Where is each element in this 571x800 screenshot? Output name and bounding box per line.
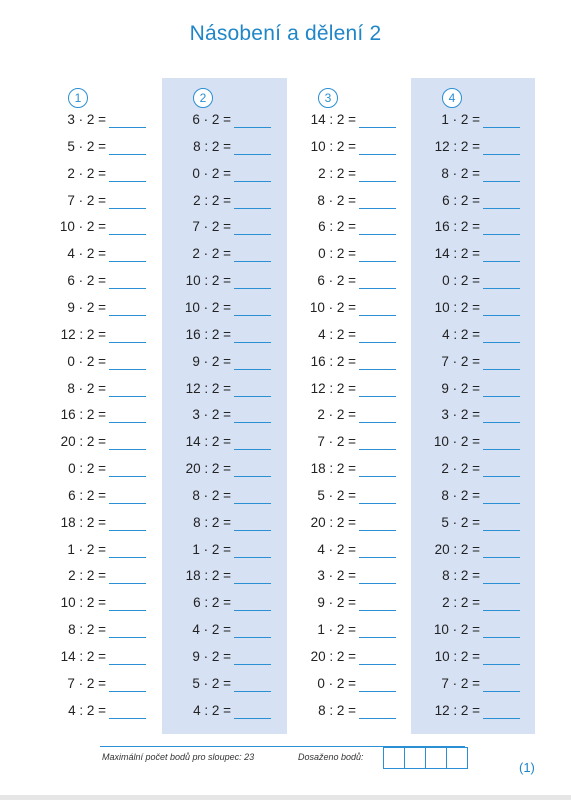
answer-blank[interactable] [483, 718, 520, 719]
answer-blank[interactable] [109, 369, 146, 370]
achieved-points-label: Dosaženo bodů: [298, 752, 364, 762]
exercise-expression: 1 · 2 = [317, 622, 356, 638]
page-number: (1) [519, 760, 535, 775]
max-points-label: Maximální počet bodů pro sloupec: 23 [102, 752, 255, 762]
exercise-expression: 5 · 2 = [317, 487, 356, 503]
answer-blank[interactable] [359, 557, 396, 558]
exercise-expression: 0 : 2 = [442, 273, 480, 289]
answer-blank[interactable] [109, 530, 146, 531]
answer-blank[interactable] [234, 610, 271, 611]
answer-blank[interactable] [109, 342, 146, 343]
answer-blank[interactable] [234, 718, 271, 719]
exercise-expression: 7 · 2 = [67, 675, 106, 691]
answer-blank[interactable] [109, 476, 146, 477]
exercise-expression: 5 · 2 = [192, 675, 231, 691]
answer-blank[interactable] [109, 315, 146, 316]
exercise-expression: 0 · 2 = [317, 675, 356, 691]
column-number-badge: 3 [318, 88, 338, 108]
score-box[interactable] [405, 747, 426, 769]
exercise-expression: 10 · 2 = [433, 434, 480, 450]
answer-blank[interactable] [109, 503, 146, 504]
page-bottom-edge [0, 795, 571, 800]
exercise-expression: 3 · 2 = [67, 112, 106, 127]
exercise-expression: 18 : 2 = [60, 514, 106, 530]
answer-blank[interactable] [109, 718, 146, 719]
answer-blank[interactable] [234, 315, 271, 316]
exercise-expression: 8 : 2 = [68, 622, 106, 638]
answer-blank[interactable] [109, 664, 146, 665]
exercise-expression: 4 · 2 = [317, 541, 356, 557]
exercise-expression: 4 : 2 = [442, 326, 480, 342]
answer-blank[interactable] [483, 154, 520, 155]
answer-blank[interactable] [359, 449, 396, 450]
answer-blank[interactable] [234, 154, 271, 155]
answer-blank[interactable] [359, 369, 396, 370]
answer-blank[interactable] [359, 718, 396, 719]
answer-blank[interactable] [109, 234, 146, 235]
exercise-expression: 8 : 2 = [193, 138, 231, 154]
answer-blank[interactable] [109, 127, 146, 128]
answer-blank[interactable] [109, 208, 146, 209]
answer-blank[interactable] [483, 234, 520, 235]
exercise-expression: 14 : 2 = [434, 246, 480, 262]
exercise-expression: 12 : 2 = [185, 380, 231, 396]
exercise-expression: 8 : 2 = [442, 568, 480, 584]
exercise-expression: 2 · 2 = [67, 165, 106, 181]
answer-blank[interactable] [109, 610, 146, 611]
answer-blank[interactable] [359, 342, 396, 343]
answer-blank[interactable] [483, 503, 520, 504]
exercise-expression: 3 · 2 = [192, 407, 231, 423]
answer-blank[interactable] [483, 476, 520, 477]
exercise-expression: 16 : 2 = [60, 407, 106, 423]
exercise-expression: 4 : 2 = [68, 702, 106, 718]
exercise-expression: 9 · 2 = [192, 649, 231, 664]
answer-blank[interactable] [359, 691, 396, 692]
exercise-expression: 12 : 2 = [434, 702, 480, 718]
answer-blank[interactable] [234, 530, 271, 531]
exercise-expression: 10 : 2 = [185, 273, 231, 289]
answer-blank[interactable] [359, 476, 396, 477]
answer-blank[interactable] [234, 476, 271, 477]
answer-blank[interactable] [359, 154, 396, 155]
exercise-expression: 8 · 2 = [317, 192, 356, 208]
answer-blank[interactable] [234, 261, 271, 262]
answer-blank[interactable] [483, 342, 520, 343]
exercise-expression: 14 : 2 = [60, 649, 106, 664]
exercise-expression: 6 · 2 = [192, 112, 231, 127]
exercise-expression: 8 · 2 = [441, 165, 480, 181]
answer-blank[interactable] [234, 288, 271, 289]
answer-blank[interactable] [234, 369, 271, 370]
exercise-expression: 2 · 2 = [441, 461, 480, 477]
answer-blank[interactable] [234, 127, 271, 128]
exercise-expression: 4 : 2 = [193, 702, 231, 718]
answer-blank[interactable] [483, 691, 520, 692]
exercise-expression: 0 : 2 = [68, 461, 106, 477]
exercise-expression: 16 : 2 = [310, 353, 356, 369]
page-title: Násobení a dělení 2 [189, 22, 382, 45]
answer-blank[interactable] [359, 288, 396, 289]
answer-blank[interactable] [109, 288, 146, 289]
answer-blank[interactable] [234, 181, 271, 182]
answer-blank[interactable] [483, 181, 520, 182]
exercise-expression: 4 · 2 = [67, 246, 106, 262]
exercise-expression: 7 · 2 = [441, 675, 480, 691]
exercise-expression: 14 : 2 = [310, 112, 356, 127]
answer-blank[interactable] [109, 691, 146, 692]
exercise-expression: 18 : 2 = [310, 461, 356, 477]
answer-blank[interactable] [359, 637, 396, 638]
answer-blank[interactable] [234, 503, 271, 504]
answer-blank[interactable] [483, 288, 520, 289]
exercise-expression: 18 : 2 = [185, 568, 231, 584]
exercise-expression: 8 : 2 = [318, 702, 356, 718]
answer-blank[interactable] [234, 449, 271, 450]
exercise-expression: 7 · 2 = [441, 353, 480, 369]
score-box[interactable] [447, 747, 468, 769]
exercise-expression: 9 · 2 = [67, 299, 106, 315]
exercise-expression: 10 : 2 = [310, 138, 356, 154]
answer-blank[interactable] [234, 637, 271, 638]
exercise-expression: 2 : 2 = [193, 192, 231, 208]
answer-blank[interactable] [359, 127, 396, 128]
exercise-expression: 5 · 2 = [67, 138, 106, 154]
exercise-expression: 9 · 2 = [317, 595, 356, 611]
answer-blank[interactable] [234, 422, 271, 423]
exercise-expression: 2 · 2 = [317, 407, 356, 423]
answer-blank[interactable] [483, 396, 520, 397]
exercise-expression: 6 · 2 = [67, 273, 106, 289]
exercise-expression: 10 : 2 = [434, 299, 480, 315]
exercise-expression: 16 : 2 = [185, 326, 231, 342]
exercise-expression: 6 : 2 = [442, 192, 480, 208]
exercise-expression: 6 · 2 = [317, 273, 356, 289]
answer-blank[interactable] [483, 449, 520, 450]
answer-blank[interactable] [109, 181, 146, 182]
exercise-expression: 14 : 2 = [185, 434, 231, 450]
exercise-expression: 10 : 2 = [434, 649, 480, 664]
exercise-expression: 9 · 2 = [192, 353, 231, 369]
answer-blank[interactable] [109, 396, 146, 397]
exercise-expression: 7 · 2 = [317, 434, 356, 450]
answer-blank[interactable] [483, 583, 520, 584]
answer-blank[interactable] [234, 234, 271, 235]
exercise-expression: 10 : 2 = [60, 595, 106, 611]
answer-blank[interactable] [359, 530, 396, 531]
exercise-expression: 20 : 2 = [434, 541, 480, 557]
exercise-expression: 2 : 2 = [318, 165, 356, 181]
exercise-expression: 4 : 2 = [318, 326, 356, 342]
exercise-expression: 1 · 2 = [192, 541, 231, 557]
exercise-expression: 12 : 2 = [434, 138, 480, 154]
exercise-expression: 20 : 2 = [310, 514, 356, 530]
exercise-expression: 0 · 2 = [67, 353, 106, 369]
exercise-expression: 0 : 2 = [318, 246, 356, 262]
answer-blank[interactable] [483, 422, 520, 423]
answer-blank[interactable] [483, 530, 520, 531]
exercise-expression: 2 · 2 = [192, 246, 231, 262]
exercise-expression: 2 : 2 = [442, 595, 480, 611]
answer-blank[interactable] [109, 261, 146, 262]
answer-blank[interactable] [234, 342, 271, 343]
exercise-expression: 2 : 2 = [68, 568, 106, 584]
exercise-expression: 6 : 2 = [318, 219, 356, 235]
exercise-expression: 8 · 2 = [192, 487, 231, 503]
exercise-expression: 12 : 2 = [60, 326, 106, 342]
answer-blank[interactable] [359, 261, 396, 262]
exercise-expression: 6 : 2 = [193, 595, 231, 611]
answer-blank[interactable] [234, 557, 271, 558]
score-boxes [383, 747, 468, 769]
answer-blank[interactable] [359, 610, 396, 611]
answer-blank[interactable] [483, 664, 520, 665]
exercise-expression: 10 · 2 = [184, 299, 231, 315]
answer-blank[interactable] [483, 208, 520, 209]
exercise-expression: 3 · 2 = [317, 568, 356, 584]
answer-blank[interactable] [359, 234, 396, 235]
answer-blank[interactable] [359, 664, 396, 665]
answer-blank[interactable] [483, 127, 520, 128]
exercise-expression: 10 · 2 = [433, 622, 480, 638]
exercise-expression: 20 : 2 = [60, 434, 106, 450]
exercise-expression: 1 · 2 = [441, 112, 480, 127]
exercise-expression: 1 · 2 = [67, 541, 106, 557]
answer-blank[interactable] [234, 664, 271, 665]
exercise-expression: 20 : 2 = [310, 649, 356, 664]
exercise-expression: 10 · 2 = [309, 299, 356, 315]
exercise-expression: 9 · 2 = [441, 380, 480, 396]
exercise-expression: 12 : 2 = [310, 380, 356, 396]
answer-blank[interactable] [109, 154, 146, 155]
exercise-expression: 0 · 2 = [192, 165, 231, 181]
column-number-badge: 2 [193, 88, 213, 108]
answer-blank[interactable] [483, 557, 520, 558]
answer-blank[interactable] [109, 449, 146, 450]
exercise-expression: 3 · 2 = [441, 407, 480, 423]
exercise-expression: 8 · 2 = [67, 380, 106, 396]
answer-blank[interactable] [109, 557, 146, 558]
answer-blank[interactable] [234, 583, 271, 584]
answer-blank[interactable] [109, 422, 146, 423]
score-box[interactable] [426, 747, 447, 769]
answer-blank[interactable] [359, 181, 396, 182]
answer-blank[interactable] [109, 583, 146, 584]
answer-blank[interactable] [483, 261, 520, 262]
score-box[interactable] [383, 747, 405, 769]
answer-blank[interactable] [483, 610, 520, 611]
exercise-expression: 5 · 2 = [441, 514, 480, 530]
answer-blank[interactable] [234, 691, 271, 692]
answer-blank[interactable] [109, 637, 146, 638]
column-number-badge: 4 [442, 88, 462, 108]
exercise-expression: 7 · 2 = [67, 192, 106, 208]
exercise-expression: 7 · 2 = [192, 219, 231, 235]
answer-blank[interactable] [234, 396, 271, 397]
exercise-expression: 10 · 2 = [59, 219, 106, 235]
column-number-badge: 1 [68, 88, 88, 108]
exercise-expression: 8 · 2 = [441, 487, 480, 503]
answer-blank[interactable] [359, 583, 396, 584]
answer-blank[interactable] [359, 422, 396, 423]
exercise-expression: 16 : 2 = [434, 219, 480, 235]
answer-blank[interactable] [483, 369, 520, 370]
exercise-expression: 4 · 2 = [192, 622, 231, 638]
answer-blank[interactable] [483, 315, 520, 316]
answer-blank[interactable] [234, 208, 271, 209]
exercise-expression: 8 : 2 = [193, 514, 231, 530]
exercise-expression: 20 : 2 = [185, 461, 231, 477]
answer-blank[interactable] [359, 208, 396, 209]
answer-blank[interactable] [359, 315, 396, 316]
answer-blank[interactable] [359, 503, 396, 504]
exercise-expression: 6 : 2 = [68, 487, 106, 503]
answer-blank[interactable] [359, 396, 396, 397]
answer-blank[interactable] [483, 637, 520, 638]
